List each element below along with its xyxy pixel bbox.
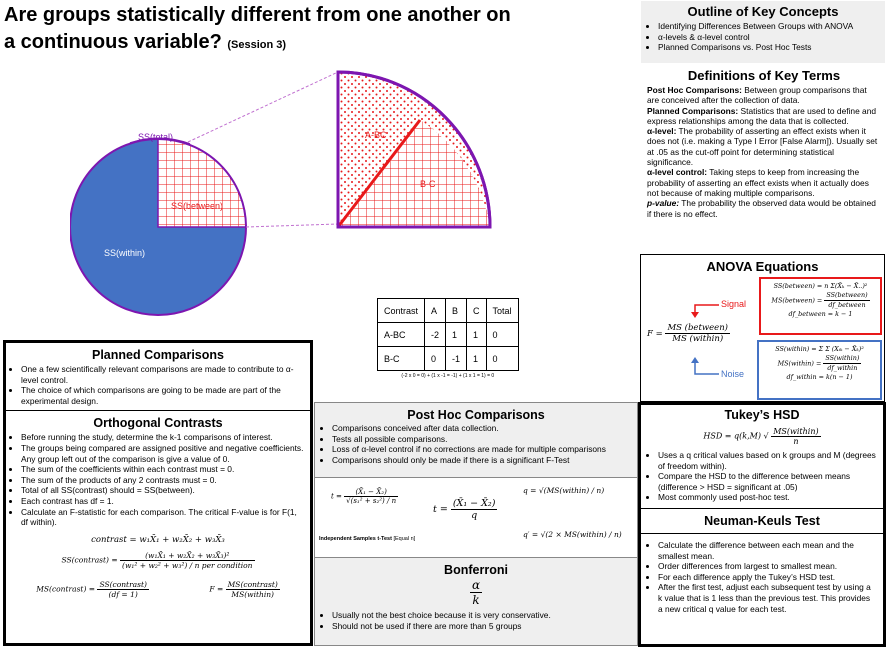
ms-contrast-row (6, 580, 310, 599)
noise-label: Noise (721, 369, 745, 379)
msc-den: (df = 1) (108, 589, 138, 599)
planned-title: Planned Comparisons (92, 348, 224, 362)
orthogonal-item: • Calculate an F-statistic for each comparison. The critical F-value is for F(1, df within). (21, 507, 304, 528)
f-num: MS (between) (667, 323, 728, 333)
definition-item (647, 167, 881, 198)
definition-item (647, 85, 881, 106)
bonferroni-item: • Usually not the best choice because it is very conservative. (332, 610, 631, 621)
within-eq-box (757, 340, 882, 400)
definitions-panel (647, 68, 881, 252)
t1-den: √(s₁² + s₂²) / n (346, 497, 397, 505)
ct-cell: 1 (446, 323, 467, 347)
orthogonal-item: • The groups being compared are assigned positive and negative coefficients. Any group left out of the comparison is give a value of 0. (21, 443, 304, 464)
ind-samples-label (319, 536, 415, 542)
definition-item (647, 126, 881, 167)
orthogonal-item: • The sum of the coefficients within each contrast must = 0. (21, 464, 304, 475)
orthogonal-item: • Each contrast has df = 1. (21, 496, 304, 507)
q-eq (523, 486, 604, 495)
qp-rhs: √(2 × MS(within) / n) (540, 530, 622, 539)
t2-num: (X̄₁ − X̄₂) (452, 498, 496, 509)
newman-title: Neuman-Keuls Test (704, 513, 820, 528)
tukey-item: • Compare the HSD to the difference between means (difference > HSD = significant at .05) (658, 471, 877, 492)
tukey-item: • Most commonly used post-hoc test. (658, 492, 877, 503)
ct-head: Contrast (378, 299, 425, 323)
planned-item: • The choice of which comparisons are going to be made are part of the experimental design. (21, 385, 304, 406)
posthoc-equations (315, 477, 637, 557)
tukey-title: Tukey’s HSD (724, 408, 800, 422)
outline-item: • Identifying Differences Between Groups with ANOVA (658, 21, 879, 32)
ssc-lhs: SS(contrast) = (61, 555, 118, 565)
ct-cell: -2 (425, 323, 446, 347)
ct-cell: 0 (425, 347, 446, 371)
signal-arrow-icon (689, 299, 721, 319)
hsd-den: n (793, 437, 799, 446)
anova-title: ANOVA Equations (706, 259, 819, 274)
between-eq-box (759, 277, 882, 335)
ind-label: Independent Samples t-Test (319, 536, 392, 542)
planned-panel (3, 340, 313, 646)
orthogonal-title: Orthogonal Contrasts (93, 416, 223, 431)
hsd-num: MS(within) (773, 427, 819, 436)
msc-num: SS(contrast) (99, 579, 147, 589)
msw-lhs: MS(within) = (777, 359, 822, 368)
label-b-c: B-C (420, 179, 436, 189)
definition-term: Planned Comparisons: (647, 105, 739, 116)
bonferroni-title: Bonferroni (444, 563, 508, 577)
f-den: MS (within) (672, 334, 724, 344)
outline-item: • Planned Comparisons vs. Post Hoc Tests (658, 42, 879, 53)
f-ratio (647, 323, 730, 344)
ssc-num: (w₁X̄₁ + w₂X̄₂ + w₃X̄₃)² (120, 551, 254, 561)
posthoc-item: • Comparisons conceived after data collection. (332, 423, 631, 434)
fc-lhs: F = (209, 584, 224, 594)
signal-label: Signal (721, 299, 747, 309)
definition-text: Between group comparisons that are conceived after the collection of data. (647, 85, 867, 106)
ct-head: C (467, 299, 487, 323)
tukey-item: • Uses a q critical values based on k groups and M (degrees of freedom within). (658, 450, 877, 471)
t-q-eq (433, 498, 497, 521)
outline-item: • α-levels & α-level control (658, 32, 879, 43)
ct-cell: -1 (446, 347, 467, 371)
definition-item (647, 198, 881, 219)
msb-eq (764, 291, 877, 310)
bonferroni-panel (314, 557, 638, 646)
contrast-eq: contrast = w₁X̄₁ + w₂X̄₂ + w₃X̄₃ (91, 534, 225, 545)
f-lhs: F = (647, 329, 663, 339)
bonf-num: α (471, 578, 481, 592)
definition-term: p-value: (647, 198, 680, 209)
t1-lhs: t = (331, 492, 342, 501)
posthoc-item: • Loss of α-level control if no corrections are made for multiple comparisons (332, 444, 631, 455)
noise-arrow-icon (689, 355, 721, 377)
orthogonal-item: • Total of all SS(contrast) should = SS(between). (21, 485, 304, 496)
newman-item: • After the first test, adjust each subsequent test by using a k value that is 1 less than the previous test. This provides a new critical q value for each test. (658, 582, 877, 614)
t1-num: (X̄₁ − X̄₂) (344, 488, 398, 497)
ssc-den: (w₁² + w₂² + w₃²) / n per condition (122, 560, 253, 570)
posthoc-panel (314, 402, 638, 557)
page-title-main: Are groups statistically different from one another on a continuous variable? (4, 4, 511, 53)
definition-text: Statistics that are used to define and express relationships among the data that is collected. (647, 105, 877, 126)
definition-term: α-level: (647, 126, 677, 137)
contrast-note: (-2 x 0 = 0) + (1 x -1 = -1) + (1 x 1 = 1) = 0 (401, 373, 495, 379)
orthogonal-item: • The sum of the products of any 2 contrasts must = 0. (21, 475, 304, 486)
definitions-title: Definitions of Key Terms (687, 68, 841, 83)
fc-den: MS(within) (231, 589, 274, 599)
label-ss-total: SS(total) (138, 132, 174, 142)
q-lhs: q = (523, 486, 537, 495)
posthoc-item: • Tests all possible comparisons. (332, 434, 631, 445)
label-ss-between: SS(between) (171, 201, 224, 211)
newman-item: • Order differences from largest to smallest mean. (658, 561, 877, 572)
bonferroni-eq (315, 578, 637, 607)
orthogonal-item: • Before running the study, determine the k-1 comparisons of interest. (21, 432, 304, 443)
dfw-eq: df_within = k(n − 1) (786, 373, 853, 381)
msb-num: SS(between) (826, 291, 868, 299)
newman-item: • Calculate the difference between each mean and the smallest mean. (658, 540, 877, 561)
ct-cell: A-BC (378, 323, 425, 347)
variance-diagram (70, 40, 520, 340)
qp-lhs: q′ = (523, 530, 539, 539)
ssb-eq: SS(between) = n Σ(X̄ₖ − X̄..)² (773, 282, 868, 290)
t2-den: q (471, 510, 478, 521)
bonferroni-item: • Should not be used if there are more than 5 groups (332, 621, 631, 632)
bonf-den: k (472, 593, 480, 607)
definition-item (647, 106, 881, 127)
label-ss-within: SS(within) (104, 248, 146, 258)
f-contrast-eq (209, 580, 279, 599)
ct-cell: 0 (486, 323, 518, 347)
fc-num: MS(contrast) (227, 579, 278, 589)
ss-between-slice (158, 139, 246, 227)
msw-den: df_within (827, 364, 858, 372)
definition-text: The probability the observed data would be obtained if there is no effect. (647, 198, 876, 219)
ct-head: A (425, 299, 446, 323)
dfb-eq: df_between = k − 1 (788, 310, 853, 318)
msb-lhs: MS(between) = (771, 296, 823, 305)
ind-note: [Equal n] (393, 536, 416, 542)
ct-cell: 1 (467, 323, 487, 347)
msw-num: SS(within) (825, 354, 860, 362)
definition-term: Post Hoc Comparisons: (647, 85, 742, 95)
ct-head: B (446, 299, 467, 323)
definition-text: The probability of asserting an effect exists when it does not (i.e. making a Type I Error [False Alarm]). Usually set at .05 as the cut-off point for determining statistical significance. (647, 126, 878, 168)
ct-cell: B-C (378, 347, 425, 371)
q-rhs: √(MS(within) / n) (538, 486, 605, 495)
tukey-panel (638, 402, 886, 647)
page-title-session: (Session 3) (227, 39, 287, 51)
t2-lhs: t = (433, 504, 448, 515)
msc-lhs: MS(contrast) = (36, 584, 96, 594)
posthoc-item: • Comparisons should only be made if there is a significant F-Test (332, 455, 631, 466)
ct-cell: 1 (467, 347, 487, 371)
hsd-lhs: HSD = q(k,M) (703, 431, 761, 441)
planned-item: • One a few scientifically relevant comparisons are made to contribute to α-level control. (21, 364, 304, 385)
definition-text: Taking steps to keep from increasing the probability of asserting an effect exists when it actually does not because of making multiple comparisons. (647, 167, 869, 198)
msb-den: df_between (828, 301, 866, 309)
definition-term: α-level control: (647, 167, 708, 178)
t-test-eq (331, 488, 398, 505)
label-a-bc: A-BC (365, 130, 387, 140)
msw-eq (762, 354, 877, 373)
contrast-table (377, 298, 519, 379)
outline-panel (641, 1, 885, 63)
anova-panel (640, 254, 885, 402)
ms-contrast-eq (36, 580, 149, 599)
posthoc-title: Post Hoc Comparisons (407, 408, 545, 422)
ct-head: Total (486, 299, 518, 323)
ssw-eq: SS(within) = Σ Σ (Xᵢₖ − X̄ₖ)² (775, 345, 864, 353)
ct-cell: 0 (486, 347, 518, 371)
outline-title: Outline of Key Concepts (687, 4, 839, 19)
hsd-eq: HSD = q(k,M) √ $\frac{\text{MS(within)}}{n}$ (703, 427, 819, 446)
newman-item: • For each difference apply the Tukey’s HSD test. (658, 572, 877, 583)
q-prime-eq (523, 530, 622, 539)
ss-contrast-eq (6, 551, 310, 570)
